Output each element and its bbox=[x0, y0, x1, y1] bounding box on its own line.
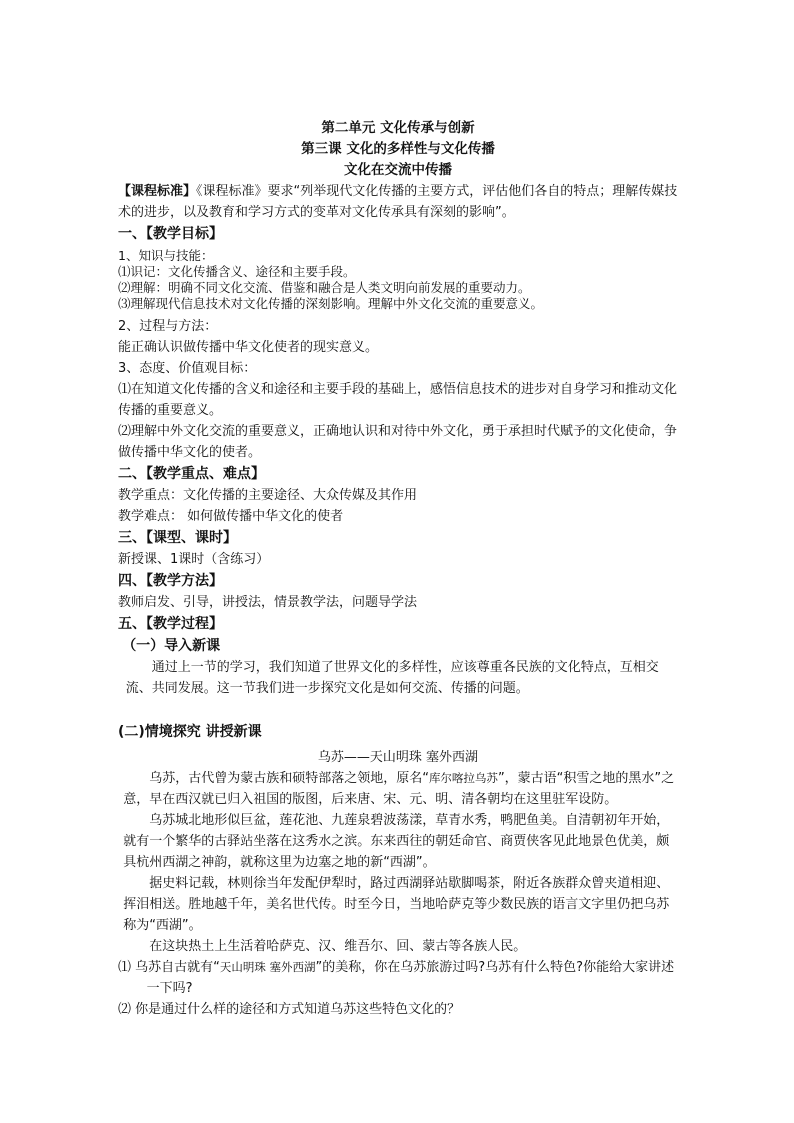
methods-text: 教师启发、引导，讲授法，情景教学法，问题导学法 bbox=[118, 595, 418, 610]
methods-heading: 四、【教学方法】 bbox=[118, 573, 223, 589]
section-title: 文化在交流中传播 bbox=[344, 162, 452, 178]
attitude-item-2: ⑵理解中外文化交流的重要意义，正确地认识和对待中外文化，勇于承担时代赋予的文化使命，争做传播中华文化的使者。 bbox=[118, 424, 678, 460]
attitude-item-1: ⑴在知道文化传播的含义和途径和主要手段的基础上，感悟信息技术的进步对自身学习和推动文化传播的重要意义。 bbox=[118, 382, 678, 418]
story-title: 乌苏——天山明珠 塞外西湖 bbox=[317, 750, 479, 765]
keypoints-heading: 二、【教学重点、难点】 bbox=[118, 466, 265, 482]
document-content bbox=[118, 118, 678, 1020]
question-1-part-a: ⑴ 乌苏自古就有“ bbox=[118, 960, 220, 975]
story-paragraph-1 bbox=[118, 768, 678, 810]
unit-title: 第二单元 文化传承与创新 bbox=[321, 120, 475, 136]
question-1 bbox=[118, 957, 678, 999]
lesson-type-heading: 三、【课型、课时】 bbox=[118, 530, 237, 546]
story-p1-part-a: 乌苏，古代曾为蒙古族和硕特部落之领地，原名“ bbox=[149, 771, 429, 786]
knowledge-title: 1、知识与技能： bbox=[118, 248, 214, 263]
lesson-title: 第三课 文化的多样性与文化传播 bbox=[301, 141, 495, 157]
knowledge-item-2: ⑵理解：明确不同文化交流、借鉴和融合是人类文明向前发展的重要动力。 bbox=[118, 280, 531, 295]
story-paragraph-4: 在这块热土上生活着哈萨克、汉、维吾尔、回、蒙古等各族人民。 bbox=[149, 939, 527, 954]
story-p1-quote: 库尔喀拉乌苏 bbox=[428, 771, 498, 785]
story-paragraph-2: 乌苏城北地形似巨盆，莲花池、九莲泉碧波荡漾，草青水秀，鸭肥鱼美。自清朝初年开始，就有一个繁华的古驿站坐落在这秀水之滨。东来西往的朝廷命官、商贾侠客见此地景色优美，颇具杭州西湖之神韵，就称这里为边塞之地的新“西湖”。 bbox=[123, 813, 670, 870]
course-standard bbox=[118, 181, 678, 223]
intro-text: 通过上一节的学习，我们知道了世界文化的多样性，应该尊重各民族的文化特点，互相交流、共同发展。这一节我们进一步探究文化是如何交流、传播的问题。 bbox=[125, 660, 659, 696]
question-1-quote: 天山明珠 塞外西湖 bbox=[219, 960, 316, 974]
question-1-part-b: ”的美称，你在乌苏旅游过吗?乌苏有什么特色?你能给大家讲述一下吗? bbox=[146, 960, 675, 996]
lesson-type-text: 新授课、1课时（含练习） bbox=[118, 552, 270, 567]
course-standard-label: 【课程标准】 bbox=[118, 184, 197, 199]
hard-point: 教学难点： 如何做传播中华文化的使者 bbox=[118, 509, 344, 524]
goals-heading: 一、【教学目标】 bbox=[118, 226, 223, 242]
explore-heading: (二)情境探究 讲授新课 bbox=[118, 724, 262, 740]
process-heading: 五、【教学过程】 bbox=[118, 616, 223, 632]
course-standard-text: 《课程标准》要求“列举现代文化传播的主要方式，评估他们各自的特点；理解传媒技术的进步，以及教育和学习方式的变革对文化传承具有深刻的影响”。 bbox=[118, 184, 678, 220]
knowledge-item-3: ⑶理解现代信息技术对文化传播的深刻影响。理解中外文化交流的重要意义。 bbox=[118, 296, 544, 311]
story-p1-part-b: ”，蒙古语“积雪之地的黑水”之意，早在西汉就已归入祖国的版图，后来唐、宋、元、明、清各朝均在这里驻军设防。 bbox=[123, 771, 675, 807]
process-method-item: 能正确认识做传播中华文化使者的现实意义。 bbox=[118, 340, 379, 355]
process-method-title: 2、过程与方法： bbox=[118, 319, 218, 334]
key-point: 教学重点：文化传播的主要途径、大众传媒及其作用 bbox=[118, 488, 418, 503]
question-2: ⑵ 你是通过什么样的途径和方式知道乌苏这些特色文化的？ bbox=[118, 1002, 461, 1017]
attitude-title: 3、态度、价值观目标： bbox=[118, 361, 257, 376]
knowledge-item-1: ⑴识记：文化传播含义、途径和主要手段。 bbox=[118, 264, 356, 279]
story-paragraph-3: 据史料记载，林则徐当年发配伊犁时，路过西湖驿站歇脚喝茶，附近各族群众曾夹道相迎、挥泪相送。胜地越千年，美名世代传。时至今日，当地哈萨克等少数民族的语言文字里仍把乌苏称为“西湖”。 bbox=[123, 876, 670, 933]
spacer bbox=[118, 699, 678, 721]
intro-heading: （一）导入新课 bbox=[122, 638, 221, 654]
